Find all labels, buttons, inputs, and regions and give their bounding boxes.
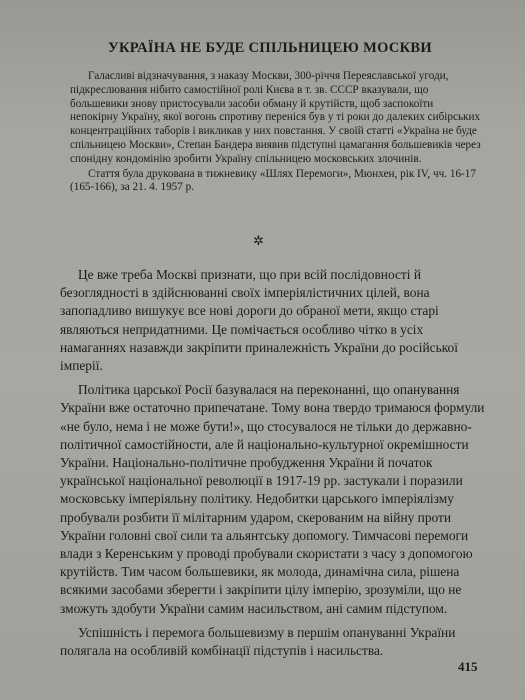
chapter-title: УКРАЇНА НЕ БУДЕ СПІЛЬНИЦЕЮ МОСКВИ — [108, 40, 432, 56]
body-paragraph-1: Це вже треба Москві признати, що при всій послідовності й безоглядності в здійснюванні своїх імперіялістичних цілей, вона запопадливо вишукує все нові дороги до обраної мети, якщо старі являються непридатними. Це помічається особливо чітко в усіх намаганнях назавжди закріпити приналежність України до російської імперії. — [60, 267, 458, 374]
editorial-intro — [70, 70, 482, 195]
source-note: Стаття була друкована в тижневику «Шлях Перемоги», Мюнхен, рік IV, чч. 16-17 (165-166), за 21. 4. 1957 р. — [70, 167, 476, 194]
intro-paragraph: Галасливі відзначування, з наказу Москви, 300-річчя Переяславської угоди, підкреслювання нібито самостійної ролі Києва в т. зв. СССР вказували, що большевики знову пристосували засоби обману й крутійств, щоб заспокоїти непокірну Україну, якої вогонь спротиву переніся був у ті роки до далеких сибірських концентраційних таборів і викликав у них повстання. У своїй статті «Україна не буде спільницею Москви», Степан Бандера виявив підступні цамагання большевиків через спонідну кондомінію зробити Україну спільницею московських злочинів. — [70, 70, 481, 165]
page-number: 415 — [458, 659, 478, 674]
body-paragraph-2: Політика царської Росії базувалася на переконанні, що опанування України вже остаточно припечатане. Тому вона твердо тримаюся формули «не було, нема і не може бути!», що стосувалося не тільки до державно-політичної самостійности, але й національно-культурної окремішности України. Національно-політичне пробудження України й початок української національної революції в 1917-19 рр. застукали і поразили московську імперіяльну політику. Недобитки царського імперіялізму пробували розбити її мілітарним ударом, скерованим на війну проти України головні свої сили та альянтську допомогу. Тимчасові перемоги влади з Керенським у проводі пробували скористати з часу з допомогою крутійств. Тим часом большевики, як молода, динамічна сила, рішена всякими засобами зберегти і закріпити цілу імперію, зрозуміли, що не зможуть здобути України самим насильством, ані самим підступом. — [60, 382, 485, 616]
main-text — [60, 266, 485, 666]
section-separator: ✲ — [253, 234, 264, 249]
body-paragraph-3: Успішність і перемога большевизму в першім опануванні України полягала на особливій комбінації підступів і насильства. — [60, 624, 456, 659]
